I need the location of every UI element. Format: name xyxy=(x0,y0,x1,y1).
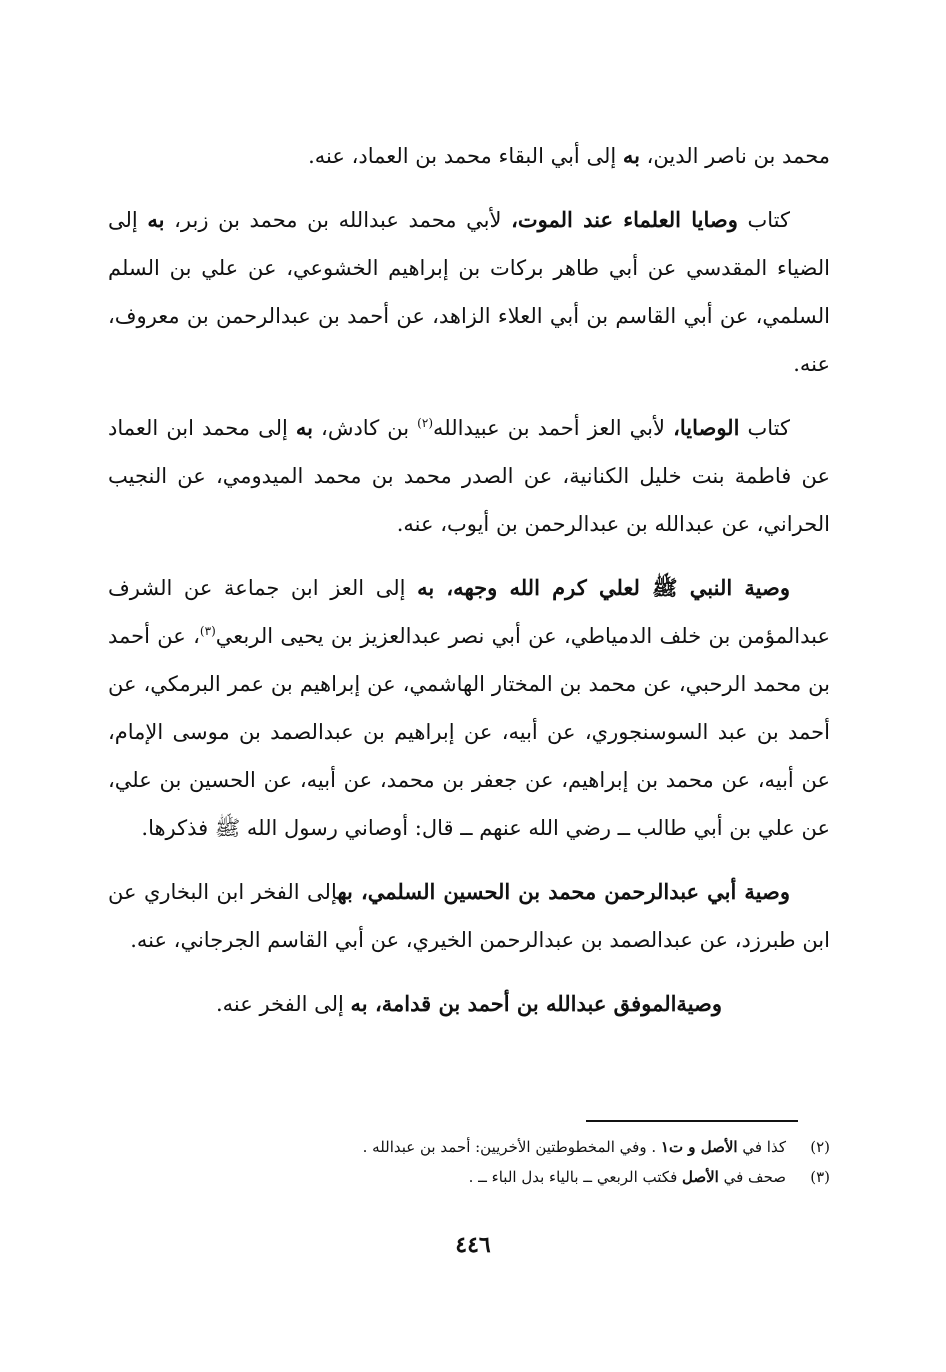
bold-text: به xyxy=(417,575,435,600)
text-run: محمد بن ناصر الدين، xyxy=(639,144,830,168)
paragraph-4 xyxy=(108,564,830,852)
bold-text: الأصل و ت١ xyxy=(660,1138,738,1156)
text-run: كذا في xyxy=(737,1138,786,1156)
footnote-number: (٣) xyxy=(810,1168,830,1186)
paragraph-2 xyxy=(108,196,830,388)
text-run: صحف في xyxy=(718,1168,786,1186)
footnote-number: (٢) xyxy=(810,1138,830,1156)
text-run: ، عن أحمد بن محمد الرحبي، عن محمد بن المختار الهاشمي، عن إبراهيم بن عمر البرمكي، عن أحمد بن عبد السوسنجوري، عن أبيه، عن إبراهيم بن عبدالصمد بن موسى الإمام، عن أبيه، عن محمد بن إبراهيم، عن جعفر بن محمد، عن أبيه، عن الحسين بن علي، عن علي بن أبي طالب ــ رضي الله عنهم ــ قال: أوصاني رسول الله ﷺ فذكرها. xyxy=(108,624,830,840)
text-run: إلى الضياء المقدسي عن أبي طاهر بركات بن إبراهيم الخشوعي، عن علي بن السلم السلمي، عن أبي القاسم بن أبي العلاء الزاهد، عن أحمد بن عبدالرحمن بن معروف، عنه. xyxy=(108,208,830,376)
text-run: إلى الفخر عنه. xyxy=(215,992,351,1016)
text-run: إلى أبي البقاء محمد بن العماد، عنه. xyxy=(308,144,623,168)
bold-text: به xyxy=(147,207,165,232)
text-run: كتاب xyxy=(739,416,790,440)
footnote-3 xyxy=(220,1162,830,1192)
bold-text: وصية أبي عبدالرحمن محمد بن الحسين السلمي، xyxy=(352,879,790,904)
bold-text: به xyxy=(350,991,368,1016)
bold-text: الأصل xyxy=(682,1168,719,1186)
bold-text: الوصايا، xyxy=(673,415,740,440)
text-run: إلى الفخر ابن البخاري عن ابن طبرزد، عن عبدالصمد بن عبدالرحمن الخيري، عن أبي القاسم الجرجاني، عنه. xyxy=(108,880,830,952)
footnote-divider xyxy=(586,1120,798,1122)
text-run: فكتب الربعي ــ بالياء بدل الباء ــ . xyxy=(468,1168,683,1186)
footnote-text xyxy=(220,1162,786,1192)
bold-text: وصية النبي ﷺ لعلي كرم الله وجهه، xyxy=(434,575,790,600)
footnote-text xyxy=(220,1132,786,1162)
text-run: . وفي المخطوطتين الأخريين: أحمد بن عبدالله . xyxy=(362,1138,661,1156)
footnote-2 xyxy=(220,1132,830,1162)
paragraph-5 xyxy=(108,868,830,964)
text-run: لأبي العز أحمد بن عبيدالله xyxy=(433,416,674,440)
footnotes xyxy=(220,1132,830,1192)
paragraph-3 xyxy=(108,404,830,548)
text-run: كتاب xyxy=(737,208,791,232)
bold-text: وصيةالموفق عبدالله بن أحمد بن قدامة، xyxy=(367,991,723,1016)
paragraph-6 xyxy=(108,980,830,1028)
bold-text: به xyxy=(295,415,313,440)
paragraph-1 xyxy=(108,132,830,180)
bold-text: به xyxy=(337,879,353,904)
bold-text: به xyxy=(622,143,640,168)
page-number: ٤٤٦ xyxy=(455,1232,491,1258)
text-run: إلى العز ابن جماعة عن الشرف عبدالمؤمن بن خلف الدمياطي، عن أبي نصر عبدالعزيز بن يحيى الربعي xyxy=(108,576,831,648)
bold-text: وصايا العلماء عند الموت، xyxy=(511,207,738,232)
text-run: إلى محمد ابن العماد عن فاطمة بنت خليل الكنانية، عن الصدر محمد بن محمد الميدومي، عن النجيب الحراني، عن عبدالله بن عبدالرحمن بن أيوب، عنه. xyxy=(108,416,830,536)
footnote-reference: (٣) xyxy=(199,624,216,638)
footnote-reference: (٢) xyxy=(417,416,433,430)
main-text xyxy=(108,132,830,1044)
text-run: بن كادش، xyxy=(312,416,418,440)
text-run: لأبي محمد عبدالله بن محمد بن زبر، xyxy=(164,208,512,232)
